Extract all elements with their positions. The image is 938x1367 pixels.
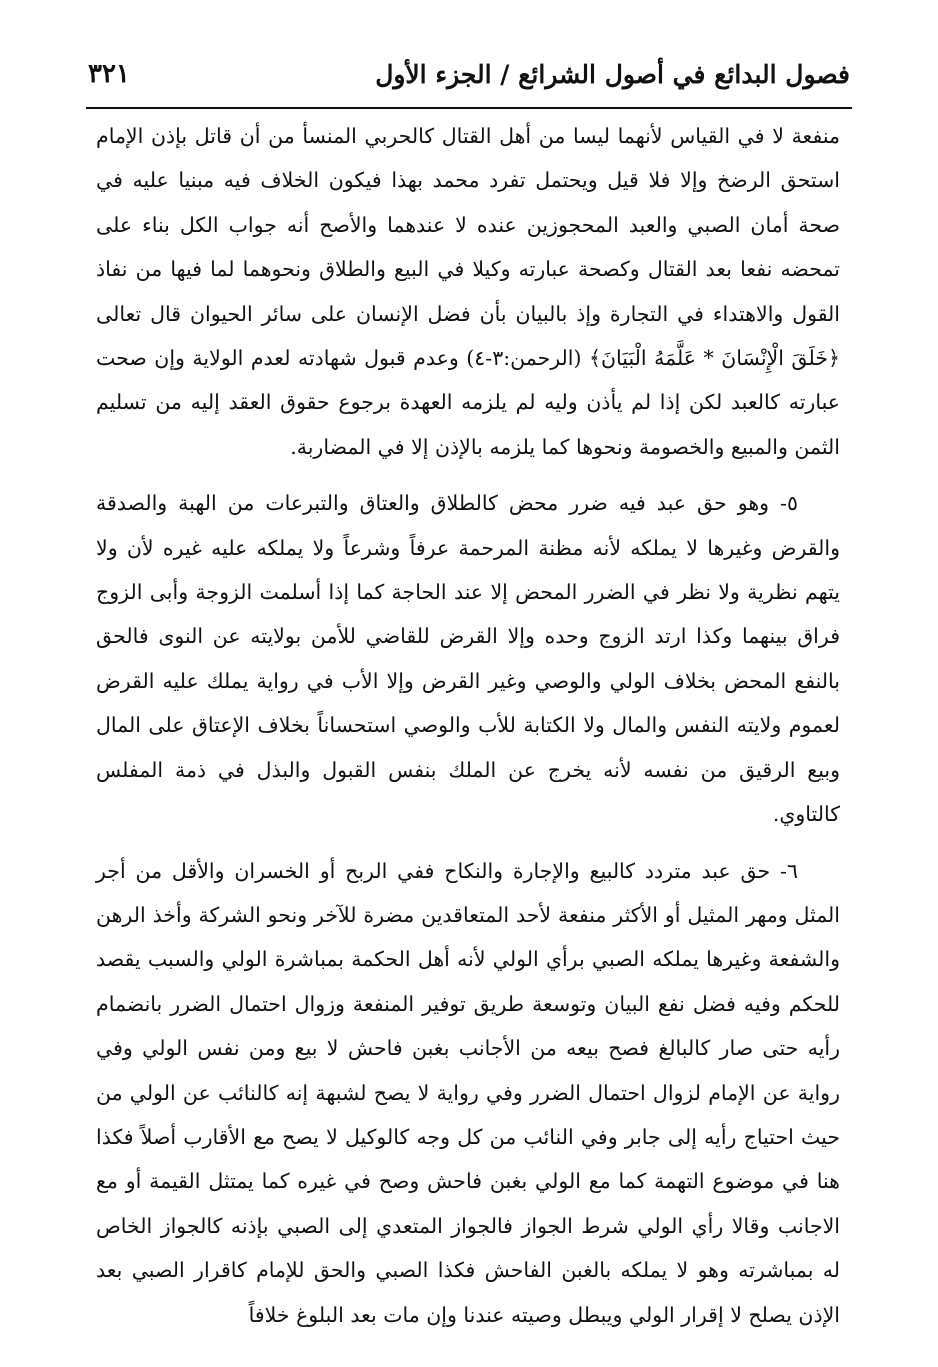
header-title: فصول البدائع في أصول الشرائع / الجزء الأول — [375, 59, 850, 89]
paragraph-1: منفعة لا في القياس لأنهما ليسا من أهل القتال كالحربي المنسأ من أن قاتل بإذن الإمام استحق الرضخ وإلا فلا قيل ويحتمل تفرد محمد بهذا فيكون الخلاف فيه مبنيا عليه في صحة أمان الصبي والعبد المحجوزين عنده لا عندهما والأصح أنه جواب الكل بناء على تمحضه نفعا بعد القتال وكصحة عبارته وكيلا في البيع والطلاق ونحوهما لما فيها من نفاذ القول والاهتداء في التجارة وإذ بالبيان بأن فضل الإنسان على سائر الحيوان قال تعالى ﴿خَلَقَ الْإِنْسَانَ * عَلَّمَهُ الْبَيَانَ﴾ (الرحمن:٣-٤) وعدم قبول شهادته لعدم الولاية وإن صحت عبارته كالعبد لكن إذا لم يأذن وليه لم يلزمه العهدة برجوع حقوق العقد إليه من تسليم الثمن والمبيع والخصومة ونحوها كما يلزمه بالإذن إلا في المضاربة. — [96, 124, 841, 459]
header-divider — [86, 107, 852, 109]
paragraph-2: ٥- وهو حق عبد فيه ضرر محض كالطلاق والعتاق والتبرعات من الهبة والصدقة والقرض وغيرها لا يملكه لأنه مظنة المرحمة عرفاً وشرعاً ولا يملكه عليه غيره لأن ولا يتهم نظرية ولا نظر في الضرر المحض إلا عند الحاجة كما إذا أسلمت الزوجة وأبى الزوج فراق بينهما وكذا ارتد الزوج وحده وإلا القرض للقاضي للأمن بولايته عن النوى فالحق بالنفع المحض بخلاف الولي والوصي وغير القرض وإلا الأب في رواية يملك عليه القرض لعموم ولايته النفس والمال ولا الكتابة للأب والوصي استحساناً بخلاف الإعتاق على المال وبيع الرقيق من نفسه لأنه يخرج عن الملك بنفس القبول والبذل في ذمة المفلس كالتاوي. — [96, 491, 840, 827]
page-number: ٣٢١ — [88, 59, 130, 89]
paragraph-3: ٦- حق عبد متردد كالبيع والإجارة والنكاح ففي الربح أو الخسران والأقل من أجر المثل ومهر المثيل أو الأكثر منفعة لأحد المتعاقدين مضرة للآخر ونحو الشركة وأخذ الرهن والشفعة وغيرها يملكه الصبي برأي الولي لأنه أهل الحكمة بمباشرة الولي والسبب يقصد للحكم وفيه فضل نفع البيان وتوسعة طريق توفير المنفعة وزوال احتمال الضرر بانضمام رأيه حتى صار كالبالغ فصح بيعه من الأجانب بغبن فاحش لا بيع ومن نفس الولي وفي رواية عن الإمام لزوال احتمال الضرر وفي رواية لا يصح لشبهة إنه كالنائب عن الولي من حيث احتياج رأيه إلى جابر وفي النائب من كل وجه كالوكيل لا يصح مع الأقارب أصلاً فكذا هنا في موضوع التهمة كما مع الولي بغبن فاحش وصح في غيره كما يمتثل القيمة أو مع الاجانب وقالا رأي الولي شرط الجواز فالجواز المتعدي إلى الصبي بإذنه كالجواز الخاص له بمباشرته وهو لا يملكه بالغبن الفاحش فكذا الصبي والحق للإمام كاقرار الصبي بعد الإذن يصلح لا إقرار الولي ويبطل وصيته عندنا وإن مات بعد البلوغ خلافاً — [96, 858, 840, 1327]
text-body — [96, 114, 840, 1337]
running-header — [88, 52, 850, 96]
